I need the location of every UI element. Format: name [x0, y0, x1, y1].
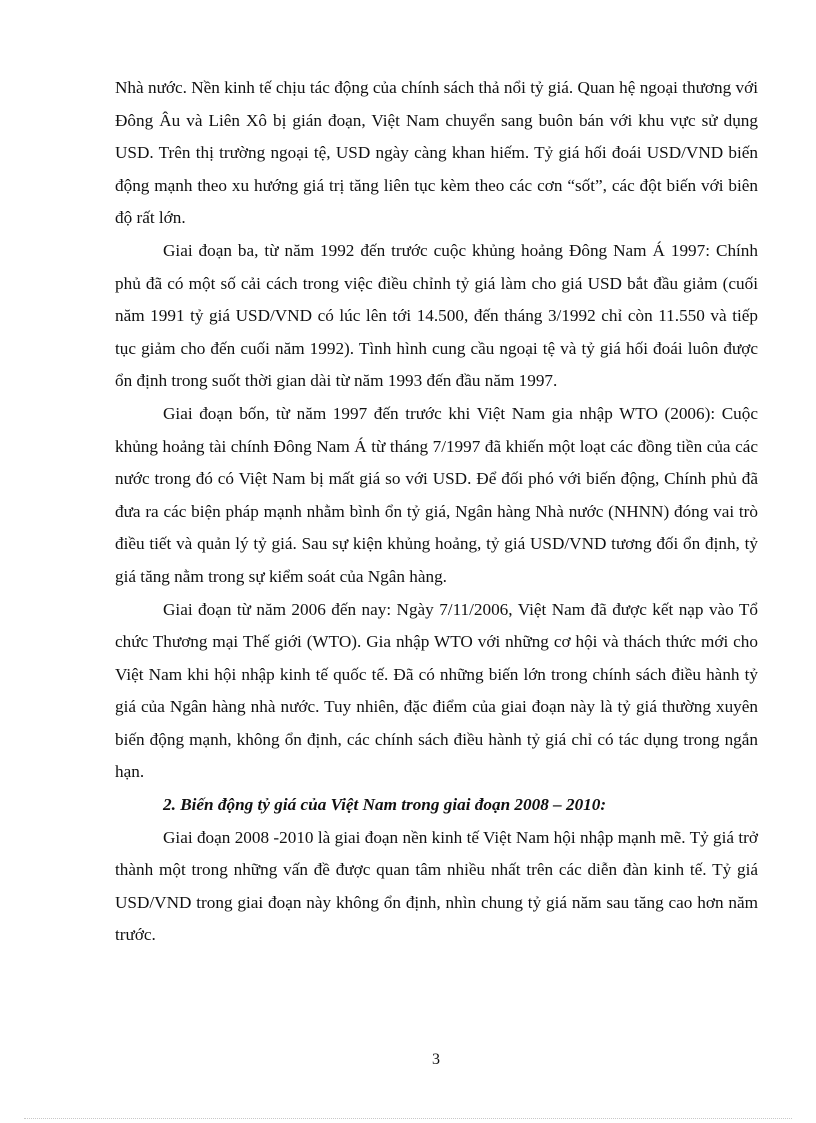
page-number: 3 — [432, 1051, 440, 1068]
paragraph-phase-three: Giai đoạn ba, từ năm 1992 đến trước cuộc khủng hoảng Đông Nam Á 1997: Chính phủ đã có một số cải cách trong việc điều chỉnh tỷ giá làm cho giá USD bắt đầu giảm (cuối năm 1991 tỷ giá USD/VND có lúc lên tới 14.500, đến tháng 3/1992 chỉ còn 11.550 và tiếp tục giảm cho đến cuối năm 1992). Tình hình cung cầu ngoại tệ và tỷ giá hối đoái luôn được ổn định trong suốt thời gian dài từ năm 1993 đến đầu năm 1997. — [115, 240, 758, 391]
page-body — [115, 72, 758, 952]
paragraph-since-2006: Giai đoạn từ năm 2006 đến nay: Ngày 7/11/2006, Việt Nam đã được kết nạp vào Tổ chức Thương mại Thế giới (WTO). Gia nhập WTO với những cơ hội và thách thức mới cho Việt Nam khi hội nhập kinh tế quốc tế. Đã có những biến lớn trong chính sách điều hành tỷ giá của Ngân hàng nhà nước. Tuy nhiên, đặc điểm của giai đoạn này là tỷ giá thường xuyên biến động mạnh, không ổn định, các chính sách điều hành tỷ giá chỉ có tác dụng trong ngắn hạn. — [115, 599, 758, 782]
paragraph-2008-2010: Giai đoạn 2008 -2010 là giai đoạn nền kinh tế Việt Nam hội nhập mạnh mẽ. Tỷ giá trở thành một trong những vấn đề được quan tâm nhiều nhất trên các diễn đàn kinh tế. Tỷ giá USD/VND trong giai đoạn này không ổn định, nhìn chung tỷ giá năm sau tăng cao hơn năm trước. — [115, 827, 758, 945]
section-heading: 2. Biến động tỷ giá của Việt Nam trong giai đoạn 2008 – 2010: — [163, 795, 607, 815]
paragraph-phase-four: Giai đoạn bốn, từ năm 1997 đến trước khi Việt Nam gia nhập WTO (2006): Cuộc khủng hoảng tài chính Đông Nam Á từ tháng 7/1997 đã khiến một loạt các đồng tiền của các nước trong đó có Việt Nam bị mất giá so với USD. Để đối phó với biến động, Chính phủ đã đưa ra các biện pháp mạnh nhằm bình ổn tỷ giá, Ngân hàng Nhà nước (NHNN) đóng vai trò điều tiết và quản lý tỷ giá. Sau sự kiện khủng hoảng, tỷ giá USD/VND tương đối ổn định, tỷ giá tăng nằm trong sự kiểm soát của Ngân hàng. — [115, 403, 758, 586]
page-bottom-divider — [24, 1118, 792, 1119]
paragraph-continuation: Nhà nước. Nền kinh tế chịu tác động của chính sách thả nổi tỷ giá. Quan hệ ngoại thương với Đông Âu và Liên Xô bị gián đoạn, Việt Nam chuyển sang buôn bán với khu vực sử dụng USD. Trên thị trường ngoại tệ, USD ngày càng khan hiếm. Tỷ giá hối đoái USD/VND biến động mạnh theo xu hướng giá trị tăng liên tục kèm theo các cơn “sốt”, các đột biến với biên độ rất lớn. — [115, 78, 758, 228]
